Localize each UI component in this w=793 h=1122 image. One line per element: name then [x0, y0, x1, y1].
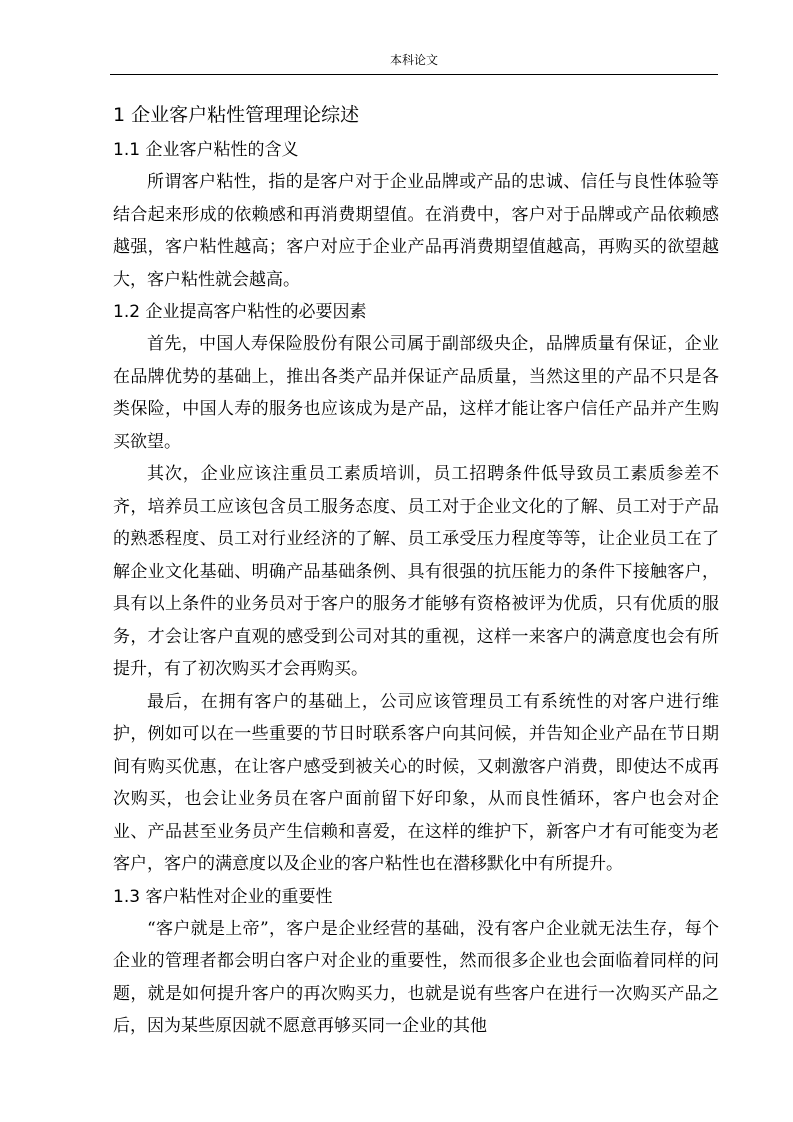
page-header — [110, 50, 718, 75]
body-paragraph: 所谓客户粘性，指的是客户对于企业品牌或产品的忠诚、信任与良性体验等结合起来形成的依赖感和再消费期望值。在消费中，客户对于品牌或产品依赖感越强，客户粘性越高；客户对应于企业产品再消费期望值越高，再购买的欲望越大，客户粘性就会越高。 — [113, 172, 719, 290]
section-heading: 1.3 客户粘性对企业的重要性 — [113, 886, 333, 907]
chapter-title: 1 企业客户粘性管理理论综述 — [113, 104, 360, 126]
body-paragraph: 其次，企业应该注重员工素质培训，员工招聘条件低导致员工素质参差不齐，培养员工应该包含员工服务态度、员工对于企业文化的了解、员工对于产品的熟悉程度、员工对行业经济的了解、员工承受压力程度等等，让企业员工在了解企业文化基础、明确产品基础条例、具有很强的抗压能力的条件下接触客户，具有以上条件的业务员对于客户的服务才能够有资格被评为优质，只有优质的服务，才会让客户直观的感受到公司对其的重视，这样一来客户的满意度也会有所提升，有了初次购买才会再购买。 — [113, 464, 719, 679]
section-heading: 1.2 企业提高客户粘性的必要因素 — [113, 302, 367, 322]
document-body — [113, 100, 719, 1043]
body-paragraph: 首先，中国人寿保险股份有限公司属于副部级央企，品牌质量有保证，企业在品牌优势的基础上，推出各类产品并保证产品质量，当然这里的产品不只是各类保险，中国人寿的服务也应该成为是产品，这样才能让客户信任产品并产生购买欲望。 — [113, 334, 719, 452]
body-paragraph: “客户就是上帝”，客户是企业经营的基础，没有客户企业就无法生存，每个企业的管理者都会明白客户对企业的重要性，然而很多企业也会面临着同样的问题，就是如何提升客户的再次购买力，也就是说有些客户在进行一次购买产品之后，因为某些原因就不愿意再够买同一企业的其他 — [113, 918, 719, 1036]
section-heading: 1.1 企业客户粘性的含义 — [113, 140, 299, 160]
header-title: 本科论文 — [389, 53, 438, 67]
body-paragraph: 最后，在拥有客户的基础上，公司应该管理员工有系统性的对客户进行维护，例如可以在一些重要的节日时联系客户向其问候，并告知企业产品在节日期间有购买优惠，在让客户感受到被关心的时候，又刺激客户消费，即使达不成再次购买，也会让业务员在客户面前留下好印象，从而良性循环，客户也会对企业、产品甚至业务员产生信赖和喜爱，在这样的维护下，新客户才有可能变为老客户，客户的满意度以及企业的客户粘性也在潜移默化中有所提升。 — [113, 691, 719, 874]
